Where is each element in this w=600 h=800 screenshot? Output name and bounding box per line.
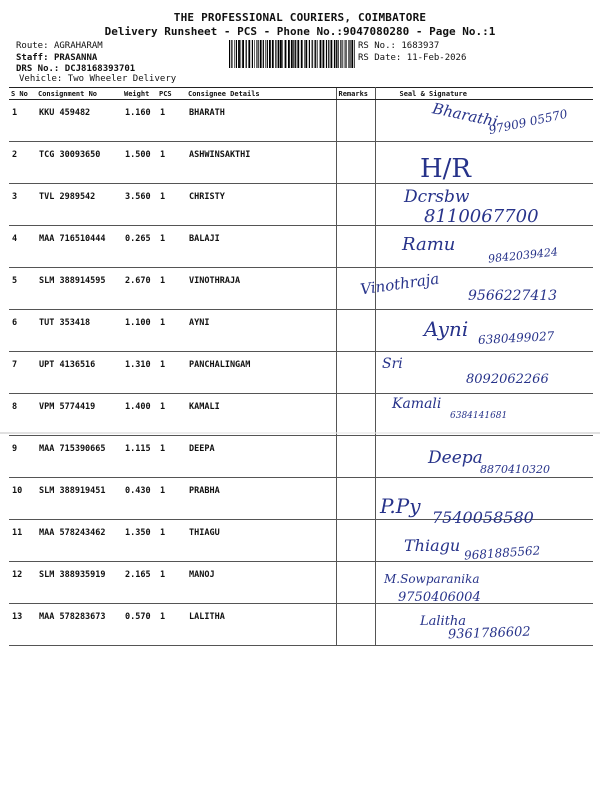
runsheet-title: Delivery Runsheet - PCS - Phone No.:9047080280 - Page No.:1 — [104, 25, 496, 38]
barcode-bar — [348, 40, 349, 68]
barcode-bar — [242, 40, 244, 68]
barcode-bar — [354, 40, 355, 68]
signature-2-mark: H/R — [420, 154, 472, 184]
barcode-bar — [293, 40, 294, 68]
barcode-bar — [291, 40, 293, 68]
cell-weight: 2.165 — [122, 562, 157, 604]
barcode-bar — [351, 40, 353, 68]
signature-11-name: Thiagu — [404, 536, 461, 555]
cell-pcs: 1 — [157, 478, 186, 520]
delivery-table — [9, 87, 593, 646]
company-name: THE PROFESSIONAL COURIERS, COIMBATORE — [173, 11, 427, 24]
signature-9-phone: 8870410320 — [480, 463, 550, 476]
barcode-bar — [278, 40, 280, 68]
signature-4-phone: 9842039424 — [487, 245, 559, 266]
cell-weight: 1.115 — [122, 436, 157, 478]
signature-10-phone: 7540058580 — [432, 508, 534, 527]
barcode-bar — [312, 40, 313, 68]
cell-sno: 1 — [9, 100, 36, 142]
barcode-bar — [254, 40, 255, 68]
cell-consignee: MANOJ — [186, 562, 336, 604]
cell-sno: 12 — [9, 562, 36, 604]
barcode-bar — [317, 40, 318, 68]
cell-sno: 10 — [9, 478, 36, 520]
cell-sno: 13 — [9, 604, 36, 646]
barcode-bar — [345, 40, 346, 68]
vehicle-value: Two Wheeler Delivery — [67, 74, 177, 84]
barcode-bar — [229, 40, 230, 68]
barcode-bar — [314, 40, 315, 68]
cell-weight: 1.310 — [122, 352, 157, 394]
cell-sno: 7 — [9, 352, 36, 394]
barcode-bar — [342, 40, 343, 68]
cell-remarks — [336, 184, 375, 226]
barcode-bar — [295, 40, 296, 68]
table-row — [9, 562, 593, 604]
signature-5-name: Vinothraja — [359, 269, 441, 299]
signature-6-phone: 6380499027 — [477, 329, 555, 347]
staff-value: PRASANNA — [53, 53, 98, 63]
cell-pcs: 1 — [157, 184, 186, 226]
signature-8-phone: 6384141681 — [450, 411, 508, 421]
cell-remarks — [336, 520, 375, 562]
signature-11-phone: 9681885562 — [463, 543, 541, 563]
signature-1-name: Bharathi — [430, 99, 500, 131]
signature-10-name: P.Py — [380, 494, 421, 518]
barcode-bar — [263, 40, 264, 68]
cell-consignment: TVL 2989542 — [36, 184, 122, 226]
barcode-bar — [304, 40, 305, 68]
cell-remarks — [336, 604, 375, 646]
rs-number — [358, 40, 439, 52]
cell-consignment: MAA 578243462 — [36, 520, 122, 562]
rs-date-value: 11-Feb-2026 — [406, 53, 467, 63]
signature-7-name: Sri — [382, 356, 403, 372]
barcode-bar — [234, 40, 235, 68]
signature-8-name: Kamali — [392, 396, 442, 412]
barcode-bar — [331, 40, 333, 68]
barcode-bar — [346, 40, 347, 68]
barcode-bar — [320, 40, 322, 68]
cell-seal — [375, 142, 593, 184]
signature-13-phone: 9361786602 — [447, 624, 531, 643]
col-weight: Weight — [122, 88, 157, 100]
cell-pcs: 1 — [157, 436, 186, 478]
barcode-bar — [328, 40, 329, 68]
cell-remarks — [336, 436, 375, 478]
cell-pcs: 1 — [157, 100, 186, 142]
barcode-image — [229, 40, 355, 68]
cell-consignment: MAA 578283673 — [36, 604, 122, 646]
rs-date — [358, 52, 466, 64]
cell-weight: 1.350 — [122, 520, 157, 562]
barcode-bar — [272, 40, 274, 68]
barcode-bar — [265, 40, 266, 68]
cell-remarks — [336, 394, 375, 436]
cell-pcs: 1 — [157, 226, 186, 268]
signature-3-phone: 8110067700 — [424, 206, 539, 227]
barcode-bar — [309, 40, 310, 68]
cell-sno: 8 — [9, 394, 36, 436]
signature-12-phone: 9750406004 — [398, 590, 481, 605]
cell-weight: 1.500 — [122, 142, 157, 184]
cell-weight: 1.400 — [122, 394, 157, 436]
barcode-bar — [301, 40, 303, 68]
barcode-bar — [252, 40, 253, 68]
cell-consignee: BHARATH — [186, 100, 336, 142]
cell-consignment: SLM 388935919 — [36, 562, 122, 604]
cell-pcs: 1 — [157, 604, 186, 646]
vehicle-label: Vehicle: — [19, 74, 63, 84]
cell-consignment: TCG 30093650 — [36, 142, 122, 184]
col-consignee: Consignee Details — [186, 88, 336, 100]
cell-consignee: AYNI — [186, 310, 336, 352]
barcode-bar — [338, 40, 339, 68]
cell-sno: 4 — [9, 226, 36, 268]
cell-sno: 3 — [9, 184, 36, 226]
cell-consignment: KKU 459482 — [36, 100, 122, 142]
staff-label: Staff: — [16, 53, 49, 63]
signature-13-name: Lalitha — [420, 614, 467, 629]
cell-pcs: 1 — [157, 352, 186, 394]
signature-4-name: Ramu — [402, 234, 456, 255]
barcode-bar — [269, 40, 271, 68]
drs-label: DRS No.: — [16, 64, 60, 74]
cell-remarks — [336, 352, 375, 394]
cell-consignment: SLM 388914595 — [36, 268, 122, 310]
signature-5-phone: 9566227413 — [468, 288, 558, 304]
cell-consignee: ASHWINSAKTHI — [186, 142, 336, 184]
cell-sno: 11 — [9, 520, 36, 562]
signature-9-name: Deepa — [428, 448, 483, 468]
cell-consignment: MAA 716510444 — [36, 226, 122, 268]
paper-fold-line — [0, 432, 600, 434]
cell-sno: 5 — [9, 268, 36, 310]
barcode-bar — [267, 40, 268, 68]
cell-consignment: SLM 388919451 — [36, 478, 122, 520]
signature-3-name: Dcrsbw — [404, 187, 470, 207]
cell-remarks — [336, 310, 375, 352]
cell-consignee: PRABHA — [186, 478, 336, 520]
cell-sno: 2 — [9, 142, 36, 184]
signature-6-name: Ayni — [424, 317, 469, 341]
cell-pcs: 1 — [157, 520, 186, 562]
barcode-bar — [315, 40, 316, 68]
signature-7-phone: 8092062266 — [466, 372, 549, 387]
cell-consignee: DEEPA — [186, 436, 336, 478]
cell-weight: 1.100 — [122, 310, 157, 352]
cell-pcs: 1 — [157, 268, 186, 310]
barcode-bar — [241, 40, 242, 68]
barcode-bar — [334, 40, 335, 68]
cell-weight: 3.560 — [122, 184, 157, 226]
barcode-bar — [238, 40, 240, 68]
cell-remarks — [336, 562, 375, 604]
barcode-bar — [323, 40, 325, 68]
barcode-bar — [231, 40, 232, 68]
cell-pcs: 1 — [157, 394, 186, 436]
barcode-bar — [282, 40, 283, 68]
barcode-bar — [246, 40, 247, 68]
barcode-bar — [288, 40, 290, 68]
cell-pcs: 1 — [157, 310, 186, 352]
col-remarks: Remarks — [336, 88, 375, 100]
barcode-bar — [280, 40, 282, 68]
cell-consignee: THIAGU — [186, 520, 336, 562]
barcode-bar — [344, 40, 345, 68]
cell-consignment: MAA 715390665 — [36, 436, 122, 478]
barcode-bar — [326, 40, 327, 68]
barcode-bar — [305, 40, 307, 68]
cell-consignee: LALITHA — [186, 604, 336, 646]
route-label: Route: — [16, 41, 49, 51]
barcode-bar — [350, 40, 351, 68]
rs-no-label: RS No.: — [358, 41, 396, 51]
cell-consignee: KAMALI — [186, 394, 336, 436]
cell-consignee: VINOTHRAJA — [186, 268, 336, 310]
cell-weight: 1.160 — [122, 100, 157, 142]
table-row — [9, 142, 593, 184]
drs-value: DCJ8168393701 — [64, 64, 136, 74]
signature-1-phone: 97909 05570 — [487, 106, 569, 138]
col-pcs: PCS — [157, 88, 186, 100]
cell-consignee: BALAJI — [186, 226, 336, 268]
vehicle-info — [19, 73, 176, 85]
cell-weight: 0.265 — [122, 226, 157, 268]
rs-date-label: RS Date: — [358, 53, 402, 63]
signature-12-name: M.Sowparanika — [384, 572, 480, 586]
cell-weight: 0.570 — [122, 604, 157, 646]
cell-remarks — [336, 142, 375, 184]
cell-consignee: CHRISTY — [186, 184, 336, 226]
barcode-bar — [297, 40, 299, 68]
cell-sno: 6 — [9, 310, 36, 352]
cell-consignee: PANCHALINGAM — [186, 352, 336, 394]
cell-remarks — [336, 100, 375, 142]
cell-pcs: 1 — [157, 142, 186, 184]
col-sno: S No — [9, 88, 36, 100]
cell-weight: 2.670 — [122, 268, 157, 310]
rs-no-value: 1683937 — [401, 41, 440, 51]
cell-pcs: 1 — [157, 562, 186, 604]
barcode-bar — [258, 40, 259, 68]
barcode-bar — [340, 40, 341, 68]
barcode-bar — [248, 40, 250, 68]
route-value: AGRAHARAM — [53, 41, 103, 51]
col-seal: Seal & Signature — [375, 88, 593, 100]
cell-remarks — [336, 478, 375, 520]
barcode-bar — [285, 40, 287, 68]
barcode-bar — [236, 40, 237, 68]
cell-consignment: VPM 5774419 — [36, 394, 122, 436]
barcode-bar — [336, 40, 337, 68]
cell-consignment: UPT 4136516 — [36, 352, 122, 394]
cell-consignment: TUT 353418 — [36, 310, 122, 352]
cell-remarks — [336, 226, 375, 268]
barcode-bar — [275, 40, 276, 68]
table-header-row — [9, 88, 593, 100]
col-consignment: Consignment No — [36, 88, 122, 100]
cell-weight: 0.430 — [122, 478, 157, 520]
barcode-bar — [260, 40, 262, 68]
route-info — [16, 40, 103, 52]
barcode-bar — [256, 40, 257, 68]
cell-sno: 9 — [9, 436, 36, 478]
